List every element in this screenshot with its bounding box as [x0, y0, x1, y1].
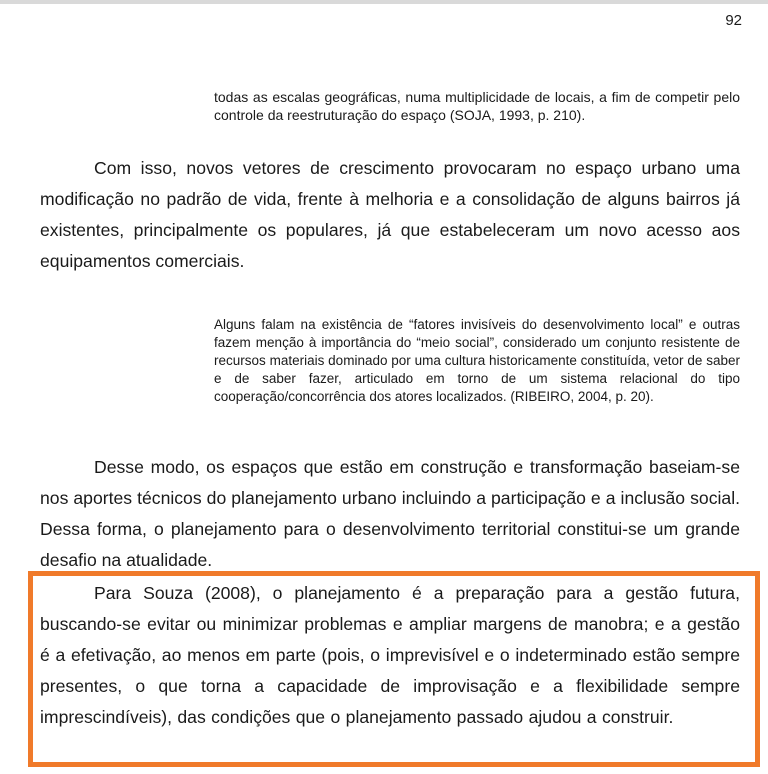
page-top-edge [0, 0, 768, 4]
block-quote-soja: todas as escalas geográficas, numa multiplicidade de locais, a fim de competir pelo controle da reestruturação do espaço (SOJA, 1993, p. 210). [214, 89, 740, 123]
body-paragraph-1: Com isso, novos vetores de crescimento provocaram no espaço urbano uma modificação no padrão de vida, frente à melhoria e a consolidação de alguns bairros já existentes, principalmente os populares, já que estabeleceram um novo acesso aos equipamentos comerciais. [40, 158, 740, 271]
page-number: 92 [725, 12, 742, 29]
body-paragraph-2: Desse modo, os espaços que estão em construção e transformação baseiam-se nos aportes técnicos do planejamento urbano incluindo a participação e a inclusão social. Dessa forma, o planejamento para o desenvolvimento territorial constitui-se um grande desafio na atualidade. [40, 457, 740, 570]
block-quote-ribeiro: Alguns falam na existência de “fatores invisíveis do desenvolvimento local” e outras fazem menção à importância do “meio social”, considerado um conjunto resistente de recursos materiais dominado por uma cultura historicamente constituída, vetor de saber e de saber fazer, articulado em torno de um sistema relacional do tipo cooperação/concorrência dos atores localizados. (RIBEIRO, 2004, p. 20). [214, 317, 740, 404]
highlighted-paragraph: Para Souza (2008), o planejamento é a preparação para a gestão futura, buscando-se evitar ou minimizar problemas e ampliar margens de manobra; e a gestão é a efetivação, ao menos em parte (pois, o imprevisível e o indeterminado estão sempre presentes, o que torna a capacidade de improvisação e a flexibilidade sempre imprescindíveis), das condições que o planejamento passado ajudou a construir. [40, 583, 740, 727]
